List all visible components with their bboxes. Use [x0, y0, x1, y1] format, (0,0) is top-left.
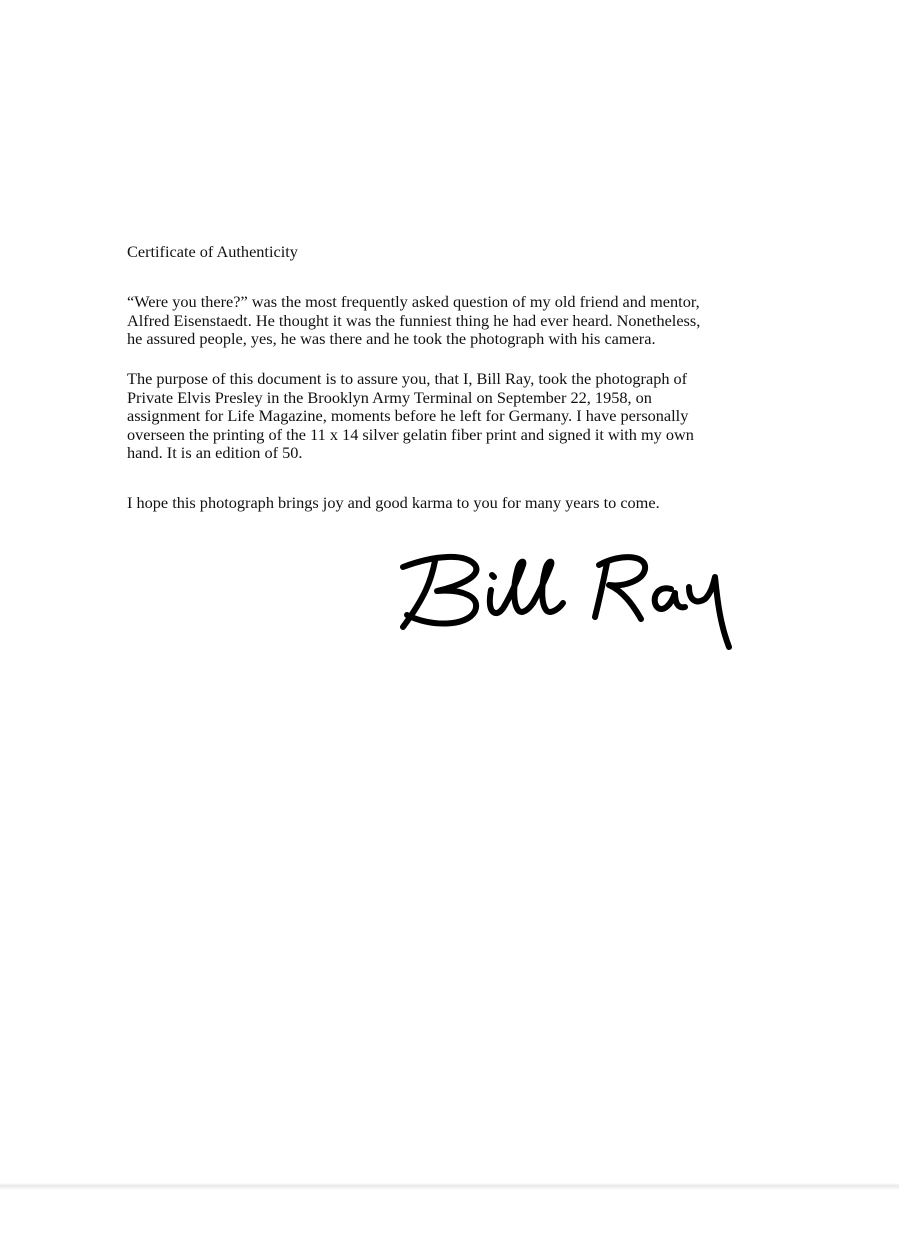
paragraph-line: I hope this photograph brings joy and good karma to you for many years to come.	[127, 493, 660, 512]
paragraph-line: hand. It is an edition of 50.	[127, 443, 303, 463]
paragraph-purpose	[127, 370, 787, 463]
paragraph-line: assignment for Life Magazine, moments before he left for Germany. I have personally	[127, 406, 689, 426]
paragraph-closing	[127, 494, 787, 513]
paragraph-line: “Were you there?” was the most frequently asked question of my old friend and mentor,	[127, 292, 700, 311]
scan-edge-shadow	[0, 1183, 899, 1190]
paragraph-eisenstaedt	[127, 293, 787, 349]
handwritten-signature	[395, 535, 755, 655]
paragraph-line: Alfred Eisenstaedt. He thought it was the funniest thing he had ever heard. Nonetheless,	[127, 310, 701, 330]
paragraph-line: Private Elvis Presley in the Brooklyn Army Terminal on September 22, 1958, on	[127, 387, 652, 407]
document-title	[127, 243, 787, 262]
title-text: Certificate of Authenticity	[127, 242, 298, 261]
paragraph-line: overseen the printing of the 11 x 14 silver gelatin fiber print and signed it with my own	[127, 424, 694, 444]
paragraph-line: he assured people, yes, he was there and he took the photograph with his camera.	[127, 329, 656, 349]
paragraph-line: The purpose of this document is to assure you, that I, Bill Ray, took the photograph of	[127, 369, 688, 388]
